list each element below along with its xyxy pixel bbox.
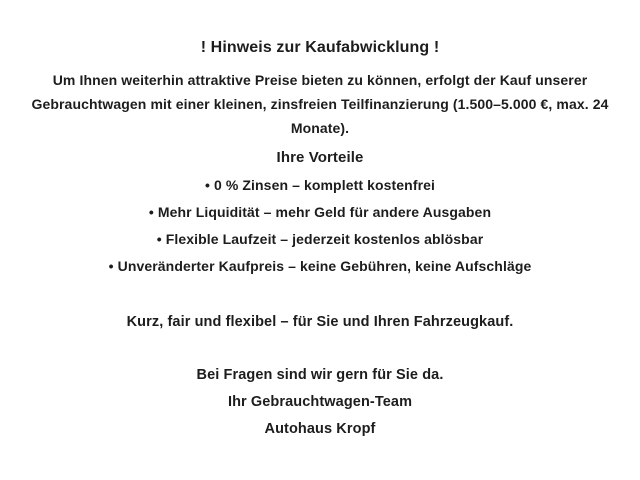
intro-paragraph: Um Ihnen weiterhin attraktive Preise bieten zu können, erfolgt der Kauf unserer Gebrauchtwagen mit einer kleinen, zinsfreien Teilfinanzierung (1.500–5.000 €, max. 24 Monate). [31, 72, 609, 136]
summary-line: Kurz, fair und flexibel – für Sie und Ihren Fahrzeugkauf. [126, 314, 514, 330]
notice-title: ! Hinweis zur Kaufabwicklung ! [200, 39, 440, 56]
closing-dealer-name: Autohaus Kropf [264, 421, 376, 437]
closing-block [8, 362, 632, 443]
benefit-item-kaufpreis: • Unveränderter Kaufpreis – keine Gebühren, keine Aufschläge [108, 258, 532, 274]
benefit-item-zinsen: • 0 % Zinsen – komplett kostenfrei [204, 177, 436, 193]
benefit-list [8, 172, 632, 280]
benefits-heading: Ihre Vorteile [276, 149, 364, 166]
benefit-item-liquiditaet: • Mehr Liquidität – mehr Geld für andere Ausgaben [148, 204, 492, 220]
closing-contact-line: Bei Fragen sind wir gern für Sie da. [196, 367, 444, 383]
closing-team-line: Ihr Gebrauchtwagen-Team [227, 394, 413, 410]
benefit-item-laufzeit: • Flexible Laufzeit – jederzeit kostenlos ablösbar [156, 231, 484, 247]
